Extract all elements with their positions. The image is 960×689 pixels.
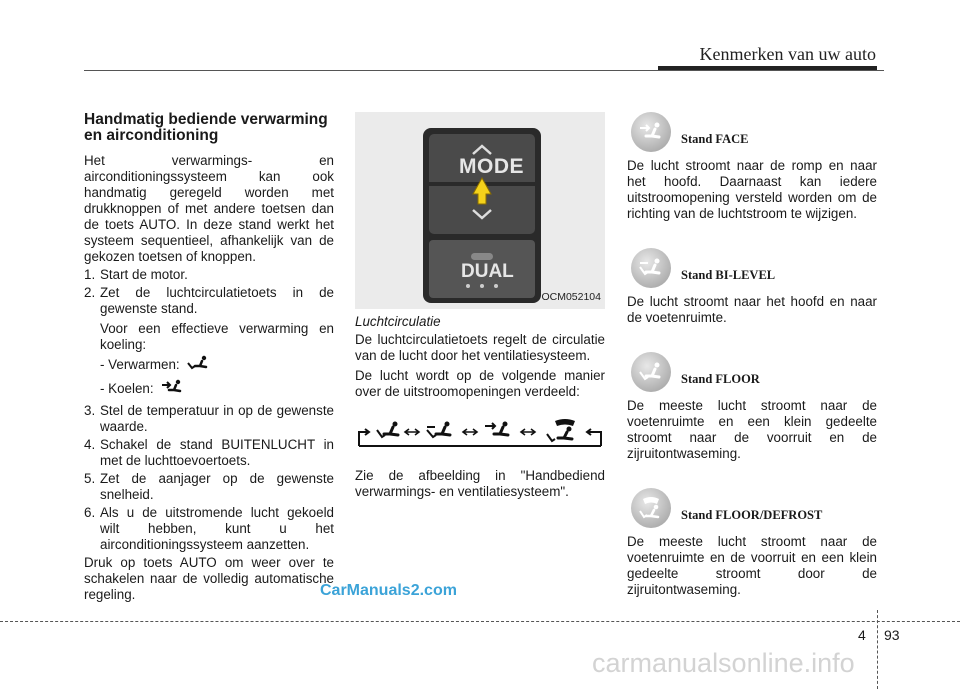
stand-label: Stand FLOOR/DEFROST [681, 508, 823, 522]
stand-description: De lucht stroomt naar de romp en naar het hoofd. Daarnaast kan iedere uitstroomopening versteld worden om de richting van de luchtstroom te wijzigen. [627, 158, 877, 221]
list-item: 6. Als u de uitstromende lucht gekoeld wilt hebben, kunt u het airconditioningssysteem aanzetten. [84, 505, 334, 552]
list-item: 3. Stel de temperatuur in op de gewenste waarde. [84, 403, 334, 434]
footer-divider [877, 610, 878, 689]
cool-row [84, 379, 334, 399]
stand-floor-defrost [627, 488, 877, 528]
header-rule-accent [658, 66, 877, 70]
list-item: 5. Zet de aanjager op de gewenste snelheid. [84, 471, 334, 502]
header-rule [84, 70, 884, 71]
watermark: CarManuals2.com [320, 582, 457, 599]
floor-mode-icon [186, 355, 210, 375]
header-title: Kenmerken van uw auto [699, 44, 876, 64]
chapter-number: 4 [858, 627, 866, 643]
list-item: 1. Start de motor. [84, 267, 188, 282]
subheading: Luchtcirculatie [355, 314, 441, 329]
stand-label: Stand FACE [681, 132, 749, 146]
bilevel-mode-icon [631, 248, 671, 288]
stand-floor [627, 352, 877, 392]
heat-row [84, 355, 334, 375]
footer-rule [0, 621, 960, 622]
column-1 [84, 112, 334, 605]
outro-paragraph: Druk op toets AUTO om weer over te schakelen naar de volledig automatische regeling. [84, 555, 334, 602]
column-2 [355, 112, 605, 502]
stand-label: Stand BI-LEVEL [681, 268, 776, 282]
stand-label: Stand FLOOR [681, 372, 760, 386]
section-heading: Handmatig bediende verwarming en airconditioning [84, 111, 328, 144]
list-item: 4. Schakel de stand BUITENLUCHT in met de luchttoevoertoets. [84, 437, 334, 468]
paragraph: De lucht wordt op de volgende manier over de uitstroomopeningen verdeeld: [355, 368, 605, 399]
paragraph: Zie de afbeelding in "Handbediend verwarmings- en ventilatiesysteem". [355, 468, 605, 499]
intro-paragraph: Het verwarmings- en airconditioningssysteem kan ook handmatig geregeld worden met drukknoppen of met andere toetsen dan de toets AUTO. In deze stand werkt het systeem sequentieel, afhankelijk van de gekozen toetsen of knoppen. [84, 153, 334, 264]
step-note: Voor een effectieve verwarming en koeling: [100, 321, 334, 352]
image-code: OCM052104 [541, 291, 601, 303]
stand-description: De meeste lucht stroomt naar de voetenruimte en de voorruit en een klein gedeelte stroomt door de zijruitontwaseming. [627, 534, 877, 597]
stand-face [627, 112, 877, 152]
heat-label: - Verwarmen: [100, 357, 180, 372]
mode-button-label: MODE [459, 155, 524, 178]
floor-defrost-mode-icon [547, 419, 575, 441]
mode-cycle-diagram [355, 418, 605, 448]
list-item: 2. Zet de luchtcirculatietoets in de gewenste stand. [84, 285, 334, 316]
mode-button-photo [355, 112, 605, 309]
bilevel-mode-icon [427, 422, 450, 438]
face-mode-icon [160, 379, 184, 399]
stand-description: De lucht stroomt naar het hoofd en naar de voetenruimte. [627, 294, 877, 325]
stand-description: De meeste lucht stroomt naar de voetenruimte en een klein gedeelte stroomt naar de voorruit en de zijruitontwaseming. [627, 398, 877, 461]
watermark: carmanualsonline.info [592, 648, 855, 678]
stand-bilevel [627, 248, 877, 288]
floor-mode-icon [377, 422, 398, 438]
cool-label: - Koelen: [100, 381, 154, 396]
face-mode-icon [485, 422, 508, 436]
face-mode-icon [631, 112, 671, 152]
floor-mode-icon [631, 352, 671, 392]
mode-sequence [355, 418, 605, 448]
paragraph: De luchtcirculatietoets regelt de circulatie van de lucht door het ventilatiesysteem. [355, 332, 605, 363]
page-number: 93 [884, 627, 900, 643]
floor-defrost-mode-icon [631, 488, 671, 528]
dual-button-label: DUAL [461, 261, 514, 282]
column-3 [627, 112, 877, 598]
